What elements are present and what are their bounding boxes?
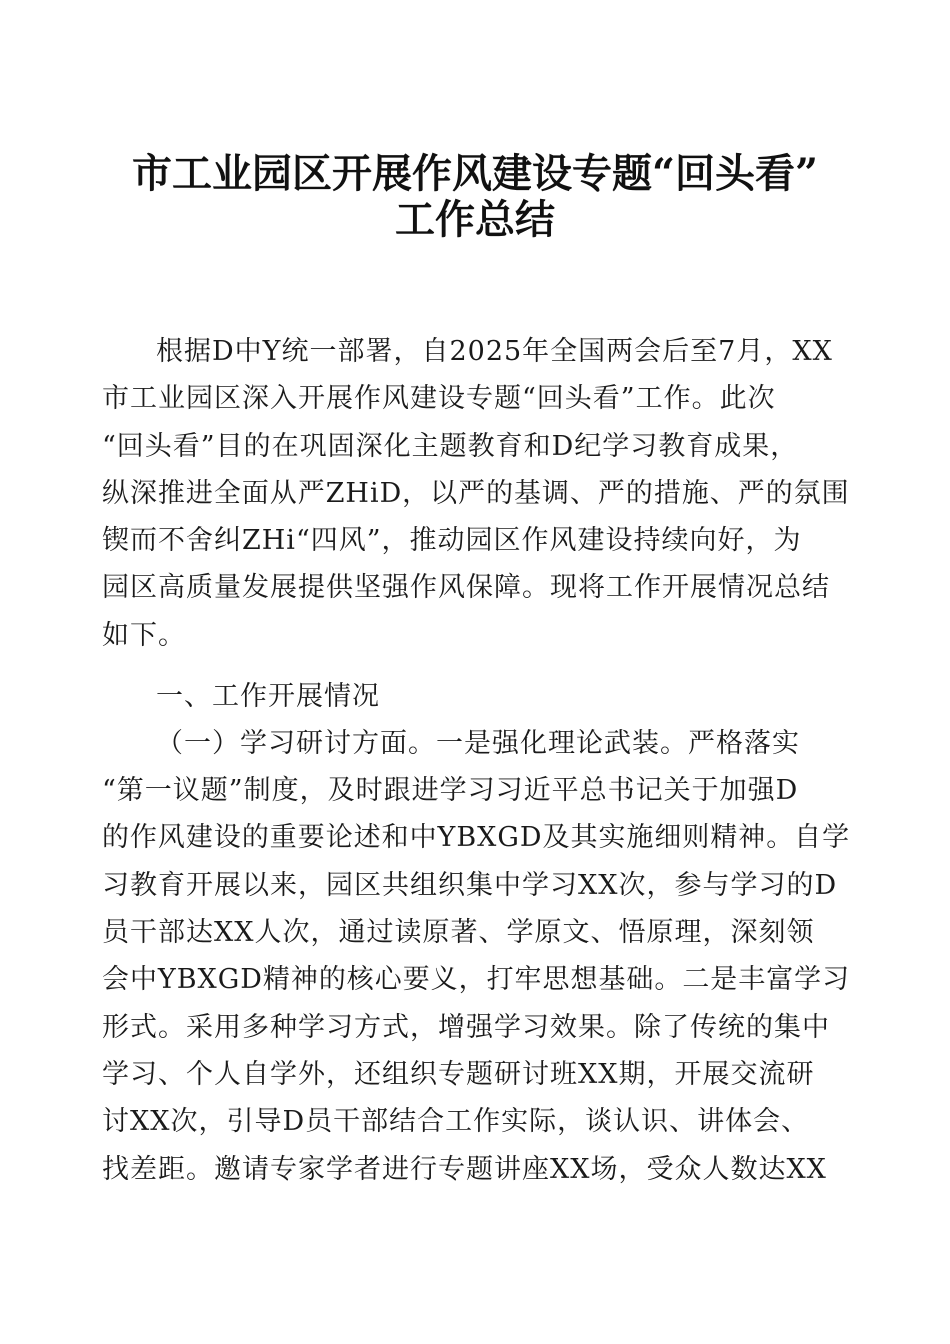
body-line: 锲而不舍纠ZHi“四风”，推动园区作风建设持续向好，为 bbox=[102, 525, 802, 556]
document-title-line-1: 市工业园区开展作风建设专题“回头看” bbox=[131, 150, 818, 197]
body-line: 找差距。邀请专家学者进行专题讲座XX场，受众人数达XX bbox=[102, 1154, 827, 1185]
body-line: “回头看”目的在巩固深化主题教育和D纪学习教育成果， bbox=[102, 431, 799, 462]
body-line: 纵深推进全面从严ZHiD，以严的基调、严的措施、严的氛围 bbox=[102, 478, 850, 509]
body-line: “第一议题”制度，及时跟进学习习近平总书记关于加强D bbox=[102, 775, 799, 806]
body-line: 员干部达XX人次，通过读原著、学原文、悟原理，深刻领 bbox=[102, 917, 815, 948]
body-line: 如下。 bbox=[102, 620, 186, 651]
body-line: 习教育开展以来，园区共组织集中学习XX次，参与学习的D bbox=[102, 870, 838, 901]
body-line: 会中YBXGD精神的核心要义，打牢思想基础。二是丰富学习 bbox=[102, 964, 851, 995]
body-line: 园区高质量发展提供坚强作风保障。现将工作开展情况总结 bbox=[102, 572, 830, 603]
document-title-line-2: 工作总结 bbox=[395, 196, 555, 243]
section-heading: 一、工作开展情况 bbox=[156, 681, 380, 712]
body-line: 根据D中Y统一部署，自2025年全国两会后至7月，XX bbox=[156, 336, 833, 367]
subsection-line: （一）学习研讨方面。一是强化理论武装。严格落实 bbox=[156, 728, 800, 759]
body-line: 讨XX次，引导D员干部结合工作实际，谈认识、讲体会、 bbox=[102, 1106, 810, 1137]
body-line: 学习、个人自学外，还组织专题研讨班XX期，开展交流研 bbox=[102, 1059, 815, 1090]
body-line: 的作风建设的重要论述和中YBXGD及其实施细则精神。自学 bbox=[102, 822, 851, 853]
body-line: 形式。采用多种学习方式，增强学习效果。除了传统的集中 bbox=[102, 1012, 830, 1043]
body-line: 市工业园区深入开展作风建设专题“回头看”工作。此次 bbox=[102, 383, 776, 414]
